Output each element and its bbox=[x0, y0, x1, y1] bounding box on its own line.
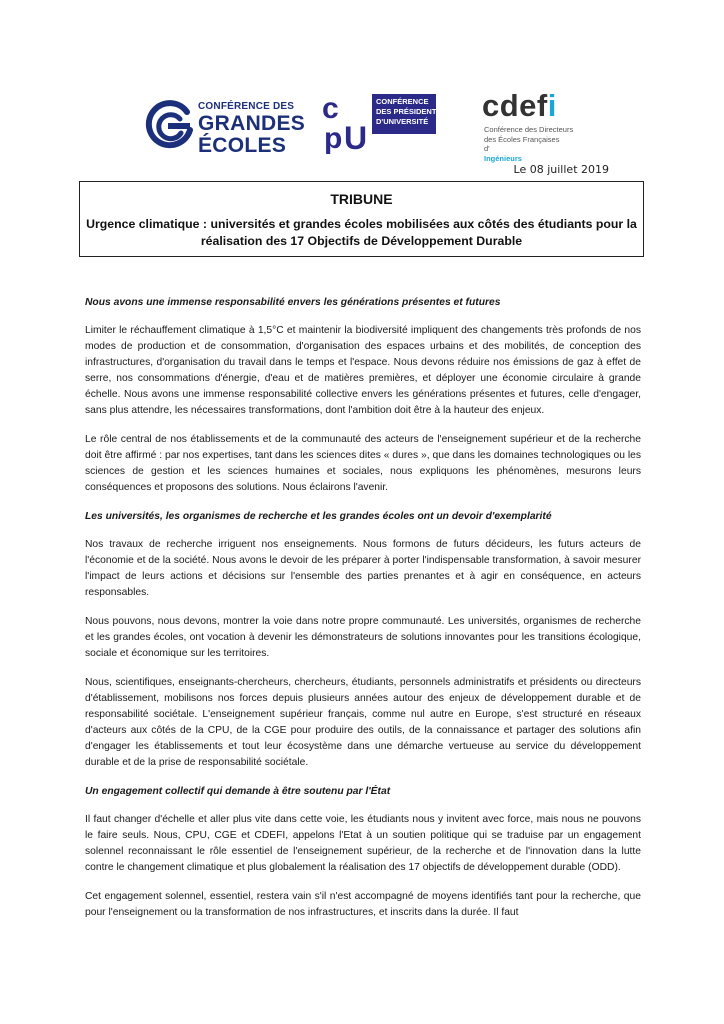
paragraph-5: Nous, scientifiques, enseignants-chercheurs, chercheurs, étudiants, personnels administratifs et présidents ou directeurs d'établissement, mobilisons nos forces depuis plusieurs années autour des enjeux de développement durable et de responsabilité sociétale. L'enseignement supérieur français, comme nul autre en Europe, s'est structuré en réseaux d'acteurs aux côtés de la CPU, de la CGE pour produire des outils, de la connaissance et partager des solutions afin d'engager les établissements et tout leur écosystème dans une démarche vertueuse au service du développement durable et de la prise de responsabilité sociétale. bbox=[85, 677, 641, 768]
section-heading-3: Un engagement collectif qui demande à être soutenu par l'État bbox=[85, 786, 391, 797]
cpu-name-box bbox=[372, 94, 442, 134]
paragraph-6: Il faut changer d'échelle et aller plus vite dans cette voie, les étudiants nous y invitent avec force, mais nous ne pouvons le faire seuls. Nous, CPU, CGE et CDEFI, appelons l'Etat à un soutien politique qui se traduise par un engagement solennel reconnaissant le rôle essentiel de l'enseignement supérieur, de la recherche et de l'innovation dans la lutte contre le changement climatique et plus globalement la réalisation des 17 objectifs de développement durable (ODD). bbox=[85, 814, 641, 873]
cpu-logo bbox=[322, 92, 442, 158]
cdefi-logo bbox=[482, 88, 622, 163]
cge-logo bbox=[143, 98, 306, 158]
cpu-box-line3: D'UNIVERSITÉ bbox=[376, 117, 429, 126]
tribune-heading: TRIBUNE bbox=[330, 191, 393, 207]
paragraph-7: Cet engagement solennel, essentiel, restera vain s'il n'est accompagné de moyens identifiés tant pour la recherche, que pour l'enseignement ou la transformation de nos infrastructures, et inscrits dans la durée. Il faut bbox=[85, 891, 641, 918]
tribune-box bbox=[79, 181, 644, 257]
cge-mark-icon bbox=[143, 100, 195, 152]
cpu-box-line2: DES PRÉSIDENTS bbox=[376, 107, 442, 116]
section-heading-1: Nous avons une immense responsabilité envers les générations présentes et futures bbox=[85, 297, 501, 308]
cdefi-word-i: i bbox=[547, 88, 557, 123]
document-date: Le 08 juillet 2019 bbox=[513, 163, 609, 176]
cge-line2: GRANDES bbox=[198, 112, 306, 135]
cpu-box-line1: CONFÉRENCE bbox=[376, 97, 429, 106]
cdefi-sub1: Conférence des Directeurs bbox=[484, 125, 574, 134]
cdefi-sub2: des Écoles Françaises bbox=[484, 134, 560, 144]
cdefi-wordmark bbox=[482, 88, 557, 124]
paragraph-1: Limiter le réchauffement climatique à 1,5°C et maintenir la biodiversité impliquent des changements très profonds de nos modes de production et de consommation, d'organisation des espaces urbains et des mobilités, de conception des infrastructures, d'organisation du travail dans le temps et l'espace. Nous devons réduire nos émissions de gaz à effet de serre, nos consommations d'énergie, d'eau et de matières premières, et déployer une économie circulaire à grande échelle. Nous avons une immense responsabilité collective envers les générations présentes et futures, celle d'engager, sans plus attendre, les nécessaires transformations, dont l'ambition doit être à la hauteur des enjeux. bbox=[85, 325, 641, 416]
tribune-title: Urgence climatique : universités et grandes écoles mobilisées aux côtés des étudiants pour la réalisation des 17 Objectifs de Développement Durable bbox=[86, 217, 637, 248]
cpu-letters: c p U bbox=[322, 92, 368, 156]
cdefi-sub3 bbox=[484, 144, 573, 163]
cge-line3: ÉCOLES bbox=[198, 134, 287, 157]
paragraph-4: Nous pouvons, nous devons, montrer la voie dans notre propre communauté. Les universités, organismes de recherche et les grandes écoles, ont vocation à devenir les démonstrateurs de solutions innovantes pour les transitions écologique, sociale et économique sur les territoires. bbox=[85, 616, 641, 659]
cdefi-subtitle bbox=[484, 125, 573, 163]
cdefi-word-main: cdef bbox=[482, 88, 548, 123]
paragraph-2: Le rôle central de nos établissements et de la communauté des acteurs de l'enseignement supérieur et de la recherche doit être affirmé : par nos expertises, tant dans les sciences dites « dures », que dans les domaines technologiques ou les sciences de gestion et les sciences humaines et sociales, nous expliquons les phénomènes, mesurons leurs conséquences et proposons des solutions. Nous éclairons l'avenir. bbox=[85, 434, 641, 493]
section-heading-2: Les universités, les organismes de recherche et les grandes écoles ont un devoir d'exemplarité bbox=[85, 511, 552, 522]
logo-bar bbox=[0, 88, 724, 163]
paragraph-3: Nos travaux de recherche irriguent nos enseignements. Nous formons de futurs décideurs, les futurs acteurs de l'économie et de la société. Nous avons le devoir de les préparer à porter l'indispensable transformation, à savoir mesurer l'impact de leurs actions et décisions sur l'ensemble des parties prenantes et à agir en conséquence, en acteurs responsables. bbox=[85, 539, 641, 598]
cge-line1: CONFÉRENCE DES bbox=[198, 101, 295, 112]
article-body bbox=[85, 295, 641, 934]
cdefi-sub3-prefix: d' bbox=[484, 144, 490, 153]
cdefi-sub3-bold: Ingénieurs bbox=[484, 153, 522, 163]
